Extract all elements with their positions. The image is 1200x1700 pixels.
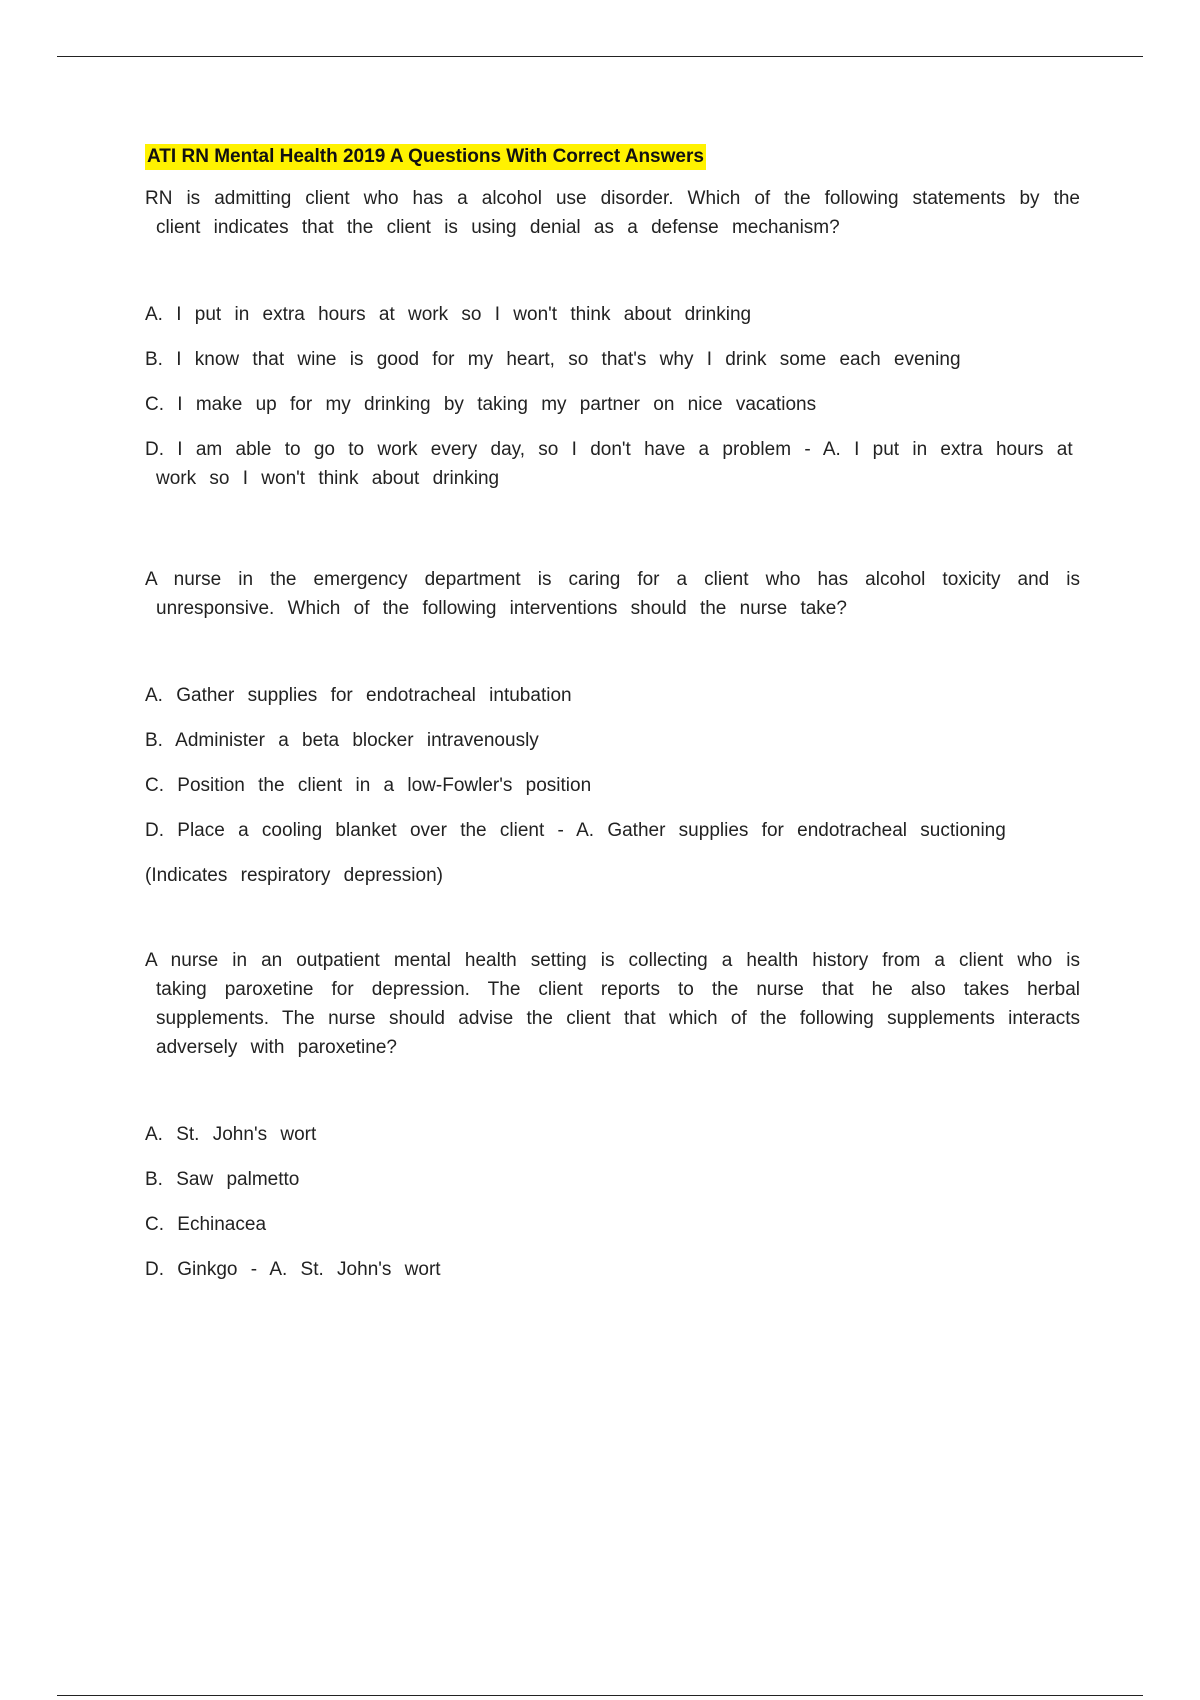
answer-option: C. Position the client in a low-Fowler's position [145, 775, 592, 796]
answer-option: D. Ginkgo - A. St. John's wort [145, 1259, 441, 1280]
answer-option: A. Gather supplies for endotracheal intubation [145, 685, 572, 706]
question-block-1 [145, 184, 1080, 493]
top-rule [57, 56, 1143, 57]
answer-option: D. Place a cooling blanket over the client - A. Gather supplies for endotracheal suctioning [145, 820, 1006, 841]
answer-option: B. Administer a beta blocker intravenously [145, 730, 539, 751]
answer-option: D. I am able to go to work every day, so I don't have a problem - A. I put in extra hours at work so I won't think about drinking [145, 439, 1073, 489]
question-text: RN is admitting client who has a alcohol use disorder. Which of the following statements by the client indicates that the client is using denial as a defense mechanism? [145, 188, 1080, 238]
answer-option: B. I know that wine is good for my heart, so that's why I drink some each evening [145, 349, 961, 370]
question-block-2 [145, 565, 1080, 890]
answer-option: A. I put in extra hours at work so I won't think about drinking [145, 304, 752, 325]
answer-option: C. Echinacea [145, 1214, 267, 1235]
answer-option: C. I make up for my drinking by taking my partner on nice vacations [145, 394, 817, 415]
bottom-rule [57, 1695, 1143, 1696]
question-text: A nurse in the emergency department is caring for a client who has alcohol toxicity and is unresponsive. Which of the following interventions should the nurse take? [145, 569, 1080, 619]
question-block-3 [145, 946, 1080, 1284]
answer-rationale: (Indicates respiratory depression) [145, 865, 443, 886]
answer-option: A. St. John's wort [145, 1124, 317, 1145]
document-title: ATI RN Mental Health 2019 A Questions With Correct Answers [145, 144, 706, 170]
answer-option: B. Saw palmetto [145, 1169, 300, 1190]
question-text: A nurse in an outpatient mental health setting is collecting a health history from a client who is taking paroxetine for depression. The client reports to the nurse that he also takes herbal supplements. The nurse should advise the client that which of the following supplements interacts adversely with paroxetine? [145, 950, 1080, 1058]
document-content [145, 144, 1080, 1300]
